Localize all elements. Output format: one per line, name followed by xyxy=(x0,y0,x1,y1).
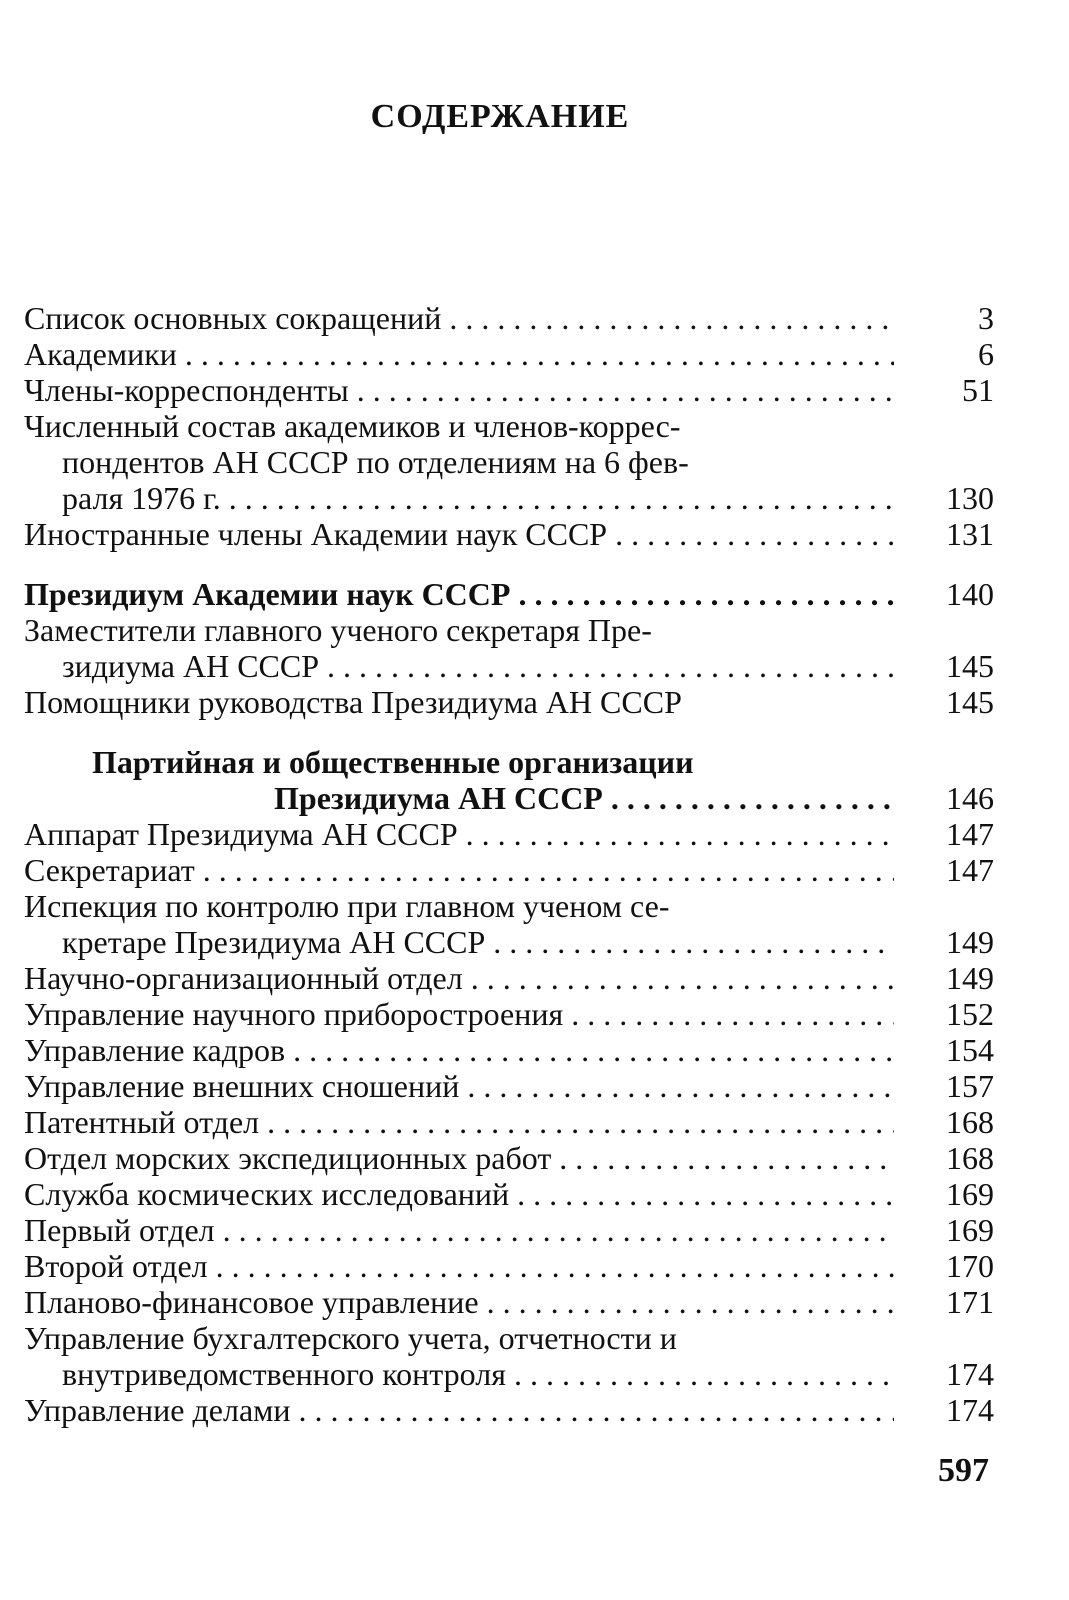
toc-entry xyxy=(24,744,1004,816)
toc-entry-title: Управление внешних сношений . . . xyxy=(24,1068,894,1104)
toc-entry xyxy=(24,516,1004,552)
toc-entry-page: 157 xyxy=(946,1068,994,1104)
toc-entry xyxy=(24,1068,1004,1104)
toc-entry-page: 140 xyxy=(946,576,994,612)
page-title: СОДЕРЖАНИЕ xyxy=(370,98,630,135)
toc-entry xyxy=(24,336,1004,372)
toc-entry xyxy=(24,300,1004,336)
toc-entry xyxy=(24,1032,1004,1068)
toc-entry xyxy=(24,888,1004,960)
toc-entry-title: Патентный отдел . . . xyxy=(24,1104,894,1140)
toc-entry xyxy=(24,1248,1004,1284)
toc-entry xyxy=(24,1320,1004,1392)
toc-entry-title: Научно-организационный отдел . . . xyxy=(24,960,894,996)
toc-entry-page: 145 xyxy=(946,648,994,684)
toc-entry xyxy=(24,996,1004,1032)
toc-entry-page: 169 xyxy=(946,1212,994,1248)
toc-entry-page: 146 xyxy=(946,780,994,816)
toc-entry xyxy=(24,1212,1004,1248)
toc-entry-page: 130 xyxy=(946,480,994,516)
toc-entry-title: Аппарат Президиума АН СССР . . . xyxy=(24,816,894,852)
table-of-contents xyxy=(24,300,1004,1428)
toc-entry-title: Академики . . . xyxy=(24,336,894,372)
toc-entry xyxy=(24,960,1004,996)
toc-entry-title: Планово-финансовое управление . . . xyxy=(24,1284,894,1320)
toc-entry-title: Партийная и общественные организации Президиума АН СССР . . . xyxy=(24,744,894,816)
toc-entry xyxy=(24,408,1004,516)
toc-entry-title: Испекция по контролю при главном ученом се- кретаре Президиума АН СССР . . . xyxy=(24,888,894,960)
toc-entry-page: 149 xyxy=(946,960,994,996)
toc-entry-title: Численный состав академиков и членов-коррес- пондентов АН СССР по отделениям на 6 фев- раля 1976 г. . . . xyxy=(24,408,894,516)
toc-entry xyxy=(24,1104,1004,1140)
toc-entry-title: Помощники руководства Президиума АН СССР xyxy=(24,684,682,720)
toc-entry xyxy=(24,1392,1004,1428)
page-number: 597 xyxy=(938,1452,989,1489)
toc-entry-title: Управление делами . . . xyxy=(24,1392,894,1428)
toc-entry-title: Члены-корреспонденты . . . xyxy=(24,372,894,408)
toc-entry-page: 154 xyxy=(946,1032,994,1068)
toc-entry-title: Второй отдел . . . xyxy=(24,1248,894,1284)
toc-entry xyxy=(24,684,1004,720)
toc-entry-title: Иностранные члены Академии наук СССР . . . xyxy=(24,516,894,552)
toc-entry xyxy=(24,1176,1004,1212)
toc-entry-title: Президиум Академии наук СССР . . . xyxy=(24,576,894,612)
toc-entry-title: Отдел морских экспедиционных работ . . . xyxy=(24,1140,894,1176)
toc-entry xyxy=(24,612,1004,684)
toc-entry-page: 168 xyxy=(946,1140,994,1176)
toc-entry-page: 131 xyxy=(946,516,994,552)
toc-entry-page: 3 xyxy=(978,300,994,336)
toc-entry xyxy=(24,1140,1004,1176)
toc-entry xyxy=(24,1284,1004,1320)
toc-entry-page: 6 xyxy=(978,336,994,372)
toc-entry-page: 171 xyxy=(946,1284,994,1320)
toc-entry-page: 149 xyxy=(946,924,994,960)
toc-entry-title: Первый отдел . . . xyxy=(24,1212,894,1248)
toc-entry xyxy=(24,852,1004,888)
toc-entry-title: Заместители главного ученого секретаря Пре- зидиума АН СССР . . . xyxy=(24,612,894,684)
toc-entry xyxy=(24,372,1004,408)
toc-entry-page: 145 xyxy=(946,684,994,720)
toc-entry-title: Управление кадров . . . xyxy=(24,1032,894,1068)
toc-entry-title: Список основных сокращений . . . xyxy=(24,300,894,336)
toc-entry-title: Секретариат . . . xyxy=(24,852,894,888)
toc-entry xyxy=(24,816,1004,852)
toc-entry-page: 51 xyxy=(962,372,994,408)
toc-entry-page: 147 xyxy=(946,816,994,852)
toc-entry-page: 152 xyxy=(946,996,994,1032)
toc-entry-title: Служба космических исследований . . . xyxy=(24,1176,894,1212)
toc-entry-title: Управление бухгалтерского учета, отчетности и внутриведомственного контроля . . . xyxy=(24,1320,894,1392)
toc-entry-page: 168 xyxy=(946,1104,994,1140)
toc-entry-page: 147 xyxy=(946,852,994,888)
toc-entry xyxy=(24,576,1004,612)
toc-entry-page: 170 xyxy=(946,1248,994,1284)
toc-entry-page: 174 xyxy=(946,1356,994,1392)
toc-entry-page: 174 xyxy=(946,1392,994,1428)
toc-entry-title: Управление научного приборостроения . . . xyxy=(24,996,894,1032)
toc-entry-page: 169 xyxy=(946,1176,994,1212)
